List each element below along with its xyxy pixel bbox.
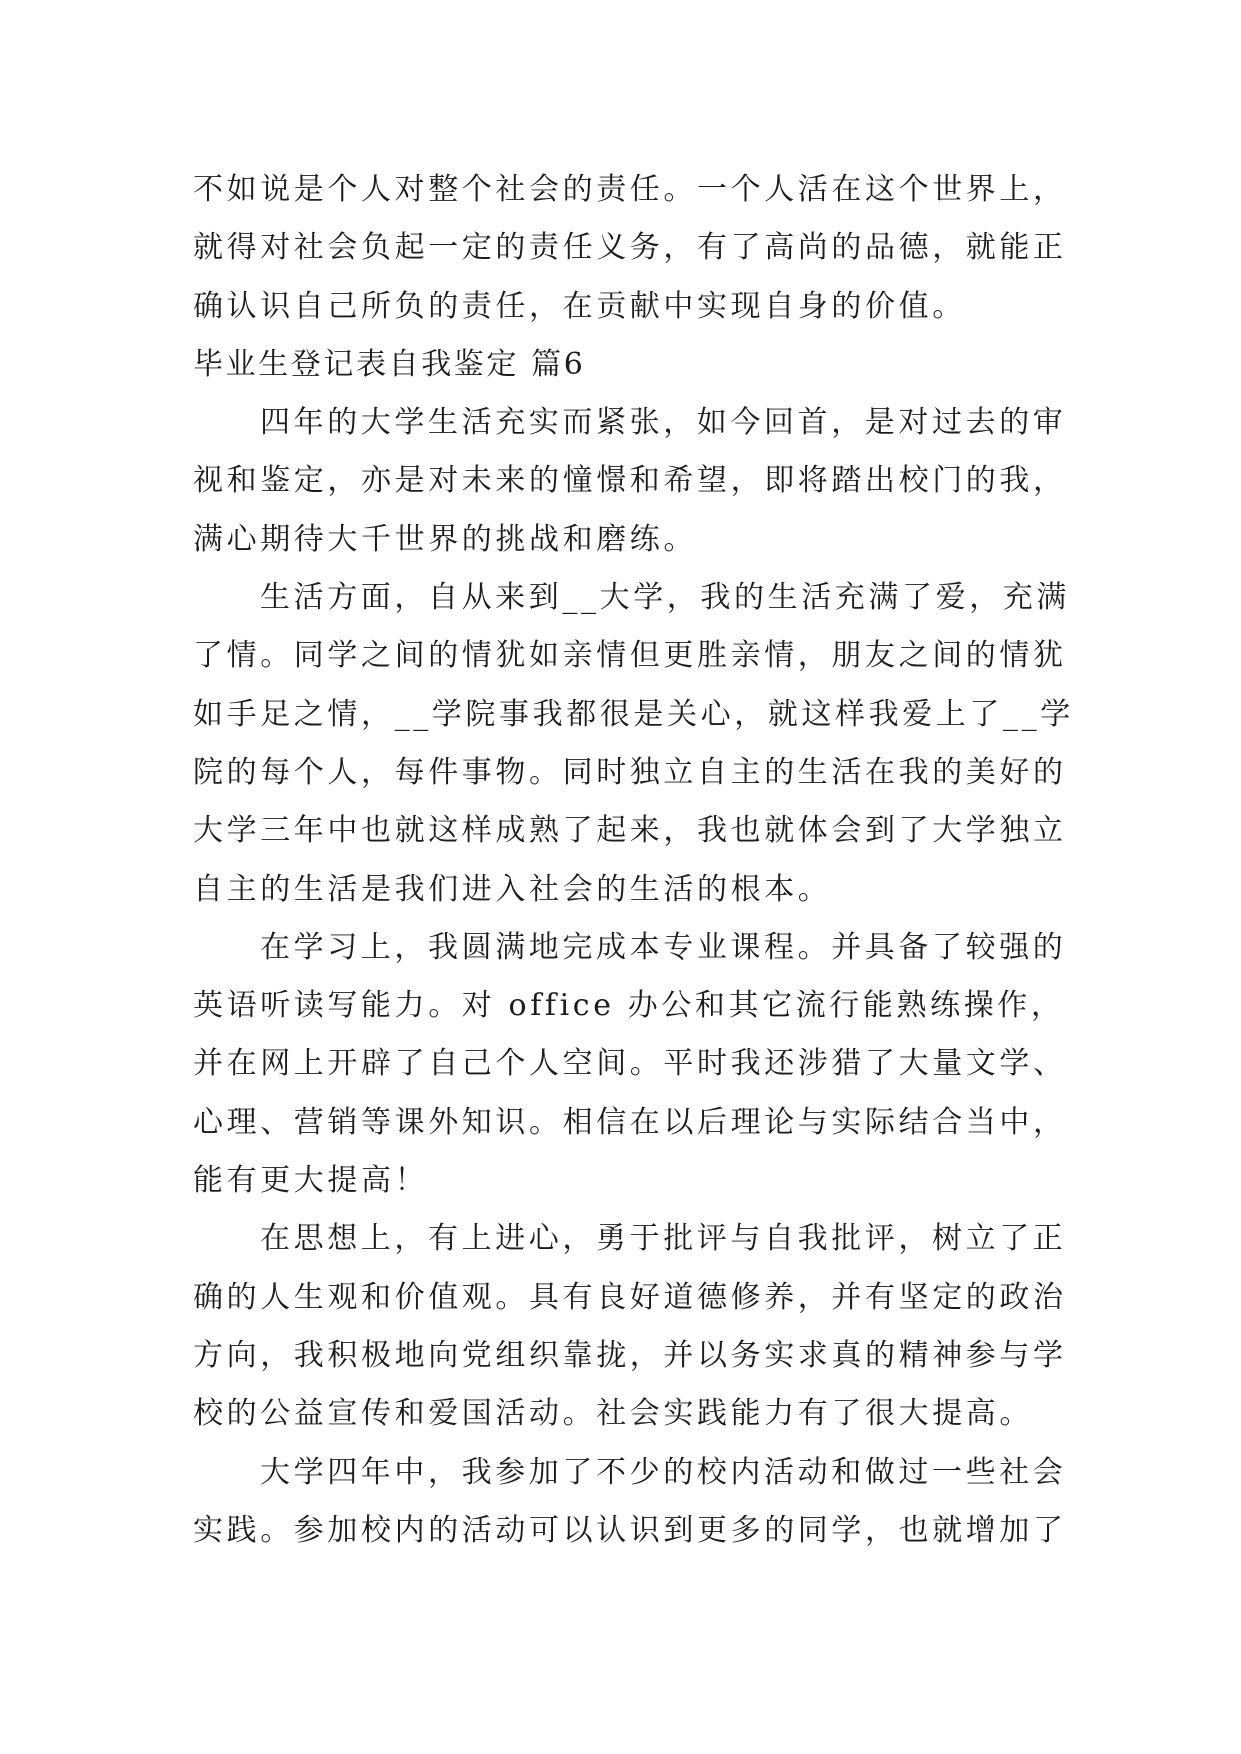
text-line: 大学四年中，我参加了不少的校内活动和做过一些社会 — [260, 1454, 1067, 1490]
text-line: 在思想上，有上进心，勇于批评与自我批评，树立了正 — [260, 1221, 1067, 1257]
text-line: 心理、营销等课外知识。相信在以后理论与实际结合当中， — [193, 1104, 1067, 1140]
paragraph — [193, 1444, 1153, 1561]
text-line: 了情。同学之间的情犹如亲情但更胜亲情，朋友之间的情犹 — [193, 638, 1067, 674]
text-line: 视和鉴定，亦是对未来的憧憬和希望，即将踏出校门的我， — [193, 463, 1067, 499]
text-line: 自主的生活是我们进入社会的生活的根本。 — [193, 871, 832, 907]
paragraph-continuation — [193, 161, 1153, 336]
text-line: 并在网上开辟了自己个人空间。平时我还涉猎了大量文学、 — [193, 1046, 1067, 1082]
text-line: 生活方面，自从来到__大学，我的生活充满了爱，充满 — [260, 580, 1070, 616]
text-line: 满心期待大千世界的挑战和磨练。 — [193, 521, 697, 557]
text-line: 就得对社会负起一定的责任义务，有了高尚的品德，就能正 — [193, 230, 1067, 266]
text-line: 四年的大学生活充实而紧张，如今回首，是对过去的审 — [260, 405, 1067, 441]
section-heading — [193, 336, 1153, 394]
paragraph — [193, 394, 1153, 569]
paragraph — [193, 569, 1153, 919]
text-line: 大学三年中也就这样成熟了起来，我也就体会到了大学独立 — [193, 813, 1067, 849]
text-line: 确的人生观和价值观。具有良好道德修养，并有坚定的政治 — [193, 1279, 1067, 1315]
text-line: 英语听读写能力。对 office 办公和其它流行能熟练操作， — [193, 988, 1065, 1024]
text-line: 确认识自己所负的责任，在贡献中实现自身的价值。 — [193, 288, 966, 324]
text-line: 实践。参加校内的活动可以认识到更多的同学，也就增加了 — [193, 1512, 1067, 1548]
text-line: 院的每个人，每件事物。同时独立自主的生活在我的美好的 — [193, 754, 1067, 790]
paragraph — [193, 1210, 1153, 1443]
section-heading-text: 毕业生登记表自我鉴定 篇6 — [193, 346, 586, 382]
document-body — [193, 161, 1153, 1560]
text-line: 能有更大提高！ — [193, 1163, 429, 1199]
text-line: 在学习上，我圆满地完成本专业课程。并具备了较强的 — [260, 929, 1067, 965]
paragraph — [193, 919, 1153, 1210]
text-line: 不如说是个人对整个社会的责任。一个人活在这个世界上， — [193, 172, 1067, 207]
text-line: 校的公益宣传和爱国活动。社会实践能力有了很大提高。 — [193, 1396, 1033, 1432]
text-line: 如手足之情，__学院事我都很是关心，就这样我爱上了__学 — [193, 696, 1074, 732]
text-line: 方向，我积极地向党组织靠拢，并以务实求真的精神参与学 — [193, 1337, 1067, 1373]
